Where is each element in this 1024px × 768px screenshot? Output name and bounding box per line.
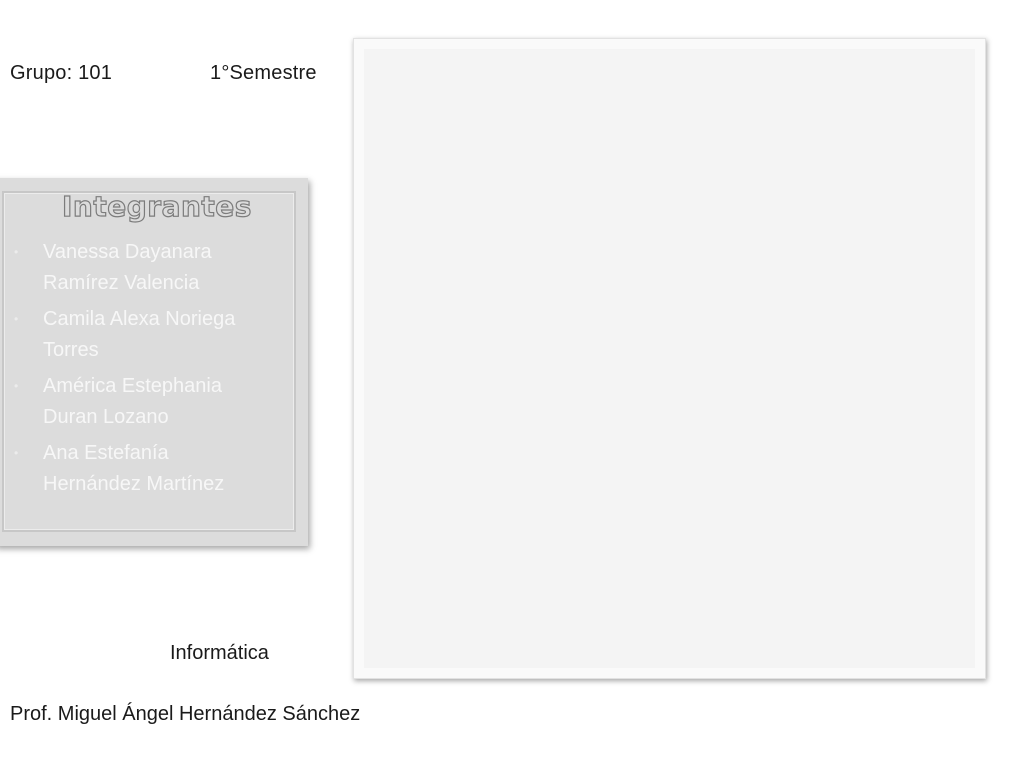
member-name-line2: Torres (43, 339, 99, 361)
image-frame (353, 38, 986, 679)
list-item (14, 371, 284, 433)
teacher-label: Prof. Miguel Ángel Hernández Sánchez (10, 703, 361, 725)
bullet-icon: • (14, 446, 19, 460)
list-item (14, 438, 284, 500)
member-name-line1: Camila Alexa Noriega (43, 308, 236, 330)
semester-label: 1°Semestre (210, 62, 317, 84)
bullet-icon: • (14, 245, 19, 259)
member-name-line1: Vanessa Dayanara (43, 241, 212, 263)
member-name-line1: Ana Estefanía (43, 442, 169, 464)
member-name-line1: América Estephania (43, 375, 222, 397)
member-name-line2: Hernández Martínez (43, 473, 225, 495)
image-placeholder (364, 49, 975, 668)
list-item (14, 237, 284, 299)
member-name-line2: Ramírez Valencia (43, 272, 200, 294)
members-title: Integrantes (62, 190, 252, 223)
list-item (14, 304, 284, 366)
member-name-line2: Duran Lozano (43, 406, 169, 428)
bullet-icon: • (14, 379, 19, 393)
members-list (14, 237, 284, 505)
subject-label: Informática (170, 642, 269, 664)
group-label: Grupo: 101 (10, 62, 113, 84)
bullet-icon: • (14, 312, 19, 326)
